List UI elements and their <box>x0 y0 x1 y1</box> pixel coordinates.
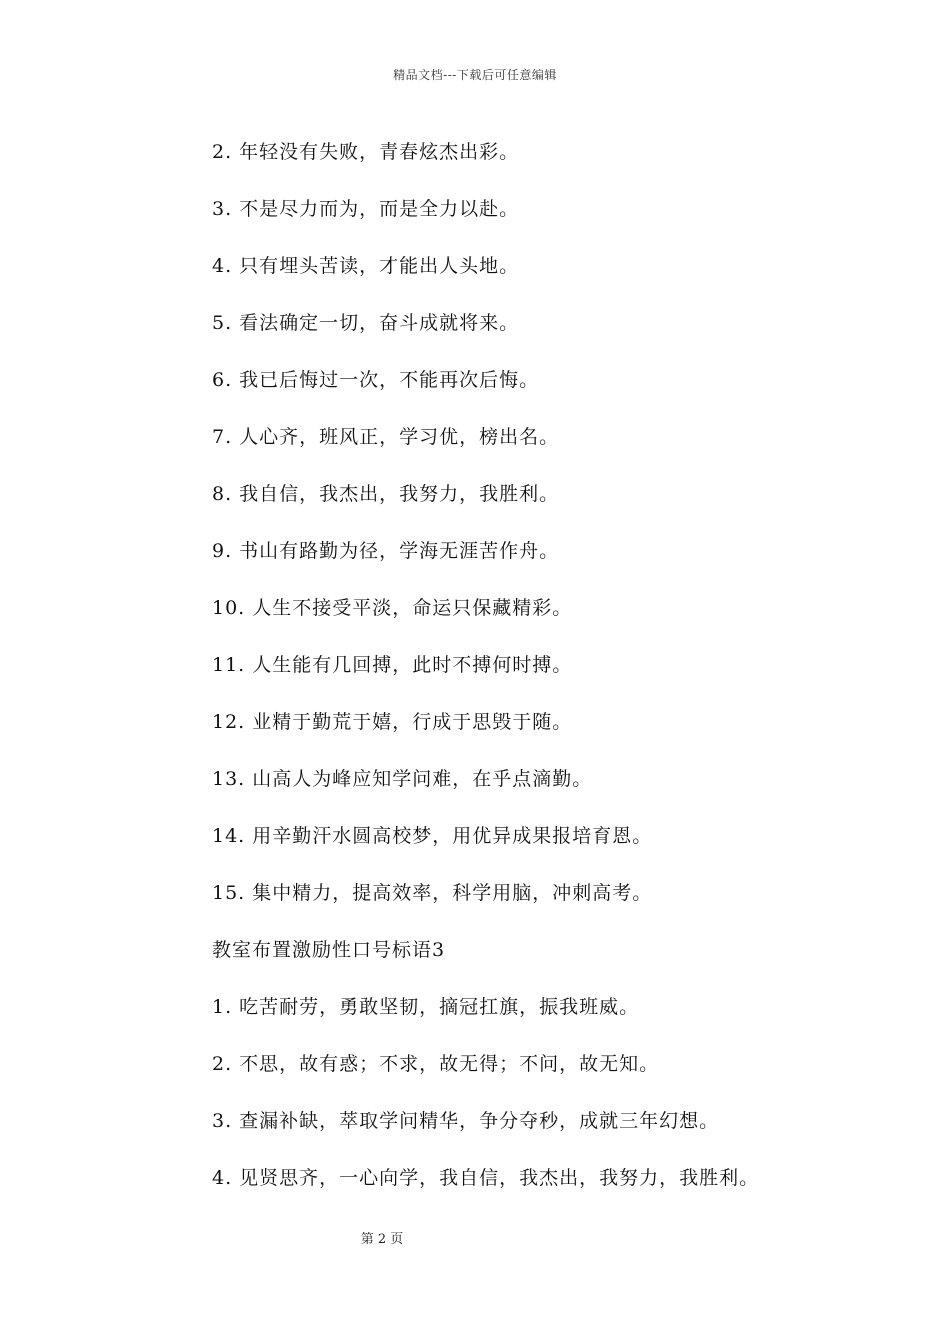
list-item: 4. 见贤思齐，一心向学，我自信，我杰出，我努力，我胜利。 <box>212 1167 760 1189</box>
list-item: 3. 不是尽力而为，而是全力以赴。 <box>212 198 520 220</box>
list-item: 1. 吃苦耐劳，勇敢坚韧，摘冠扛旗，振我班威。 <box>212 996 640 1018</box>
list-item: 10. 人生不接受平淡，命运只保藏精彩。 <box>212 597 573 619</box>
list-item: 12. 业精于勤荒于嬉，行成于思毁于随。 <box>212 711 573 733</box>
list-item: 5. 看法确定一切，奋斗成就将来。 <box>212 312 520 334</box>
list-item: 2. 不思，故有惑；不求，故无得；不问，故无知。 <box>212 1053 660 1075</box>
section-heading: 教室布置激励性口号标语3 <box>212 939 446 961</box>
list-item: 4. 只有埋头苦读，才能出人头地。 <box>212 255 520 277</box>
list-item: 7. 人心齐，班风正，学习优，榜出名。 <box>212 426 560 448</box>
document-body <box>212 134 902 1217</box>
list-item: 6. 我已后悔过一次，不能再次后悔。 <box>212 369 540 391</box>
list-item: 9. 书山有路勤为径，学海无涯苦作舟。 <box>212 540 560 562</box>
list-item: 3. 查漏补缺，萃取学问精华，争分夺秒，成就三年幻想。 <box>212 1110 720 1132</box>
page-number: 第 2 页 <box>360 1232 404 1247</box>
list-item: 13. 山高人为峰应知学问难，在乎点滴勤。 <box>212 768 593 790</box>
list-item: 15. 集中精力，提高效率，科学用脑，冲刺高考。 <box>212 882 653 904</box>
list-item: 8. 我自信，我杰出，我努力，我胜利。 <box>212 483 560 505</box>
page-header: 精品文档---下载后可任意编辑 <box>393 68 557 82</box>
list-item: 2. 年轻没有失败，青春炫杰出彩。 <box>212 141 520 163</box>
list-item: 14. 用辛勤汗水圆高校梦，用优异成果报培育恩。 <box>212 825 653 847</box>
list-item: 11. 人生能有几回搏，此时不搏何时搏。 <box>212 654 573 676</box>
